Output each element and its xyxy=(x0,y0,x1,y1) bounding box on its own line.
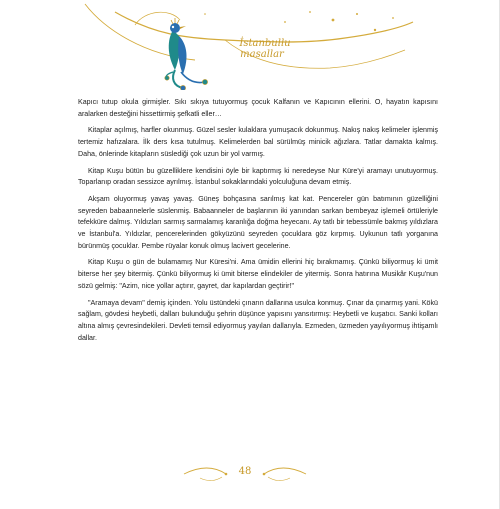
peacock-icon xyxy=(165,18,208,90)
paragraph: Kitaplar açılmış, harfler okunmuş. Güzel sesler kulaklara yumuşacık dokunmuş. Nakış nakış kelimeler işlenmiş tertemiz hafızalara. İlk ders kısa tutulmuş. Kelimelerden bal sürülmüş minicik ağızlara. Tatlar damakta kalmış. Daha, önlerinde kitapların süslediği çok uzun bir yol varmış. xyxy=(78,126,438,158)
paragraph: Akşam oluyormuş yavaş yavaş. Güneş bohçasına sarılmış kat kat. Pencereler gün batımının güzelliğini seyreden babaannelerle süslenmiş. Babaanneler de başlarının iki yanından sarkan bembeyaz işlemeli örtüleriyle tefekküre dalmış. Yıldızları sarmış sarmalamış karanlığa doğma heyecanı. Ay tatlı bir tebessümle bakmış yıldızlara ve İstanbul'a. Yıldızlar, pencerelerinden gökyüzünü seyreden çocuklara göz kırpmış. Uykunun tatlı yorganına bürünmüş çocuklar. Pembe rüyalar konuk olmuş lacivert gecelerine. xyxy=(78,194,438,250)
series-logo-line1: İstanbullu xyxy=(239,38,291,49)
paragraph: Kapıcı tutup okula girmişler. Sıkı sıkıya tutuyormuş çocuk Kalfanın ve Kapıcının ellerini. O, hayatın kapısını aralarken desteğini hissettirmiş şefkatli eller… xyxy=(78,98,438,118)
page-number: 48 xyxy=(238,466,252,477)
paragraph: "Aramaya devam" demiş içinden. Yolu üstündeki çınarın dallarına usulca konmuş. Çınar da çınarmış yani. Kökü sağlam, gövdesi heybetli, dalları bulunduğu şehrin düşünce yapısını yansıtırmış: Heybetli ve kuşatıcı. Sanki kolları altına almış çevresindekileri. Devleti temsil ediyormuş yayılan dallarıyla. Ezmeden, üzmeden yayılıyormuş ihtişamlı dallar. xyxy=(78,298,438,342)
story-text xyxy=(78,97,438,349)
series-logo-line2: masallar xyxy=(240,49,284,60)
series-logo xyxy=(220,38,310,60)
paragraph: Kitap Kuşu bütün bu güzelliklere kendisini öyle bir kaptırmış ki neredeyse Nur Küre'yi aramayı unutuyormuş. Toparlanıp oradan sessizce ayrılmış. İstanbul sokaklarındaki yolculuğuna devam etmiş. xyxy=(78,166,438,187)
paragraph: Kitap Kuşu o gün de bulamamış Nur Küresi'ni. Ama ümidin ellerini hiç bırakmamış. Çünkü biliyormuş ki ümit biterse her şey bitermiş. Çünkü biliyormuş ki ümit biterse elindekiler de yitermiş. Sonra hatırına Musikâr Kuşu'nun sözü gelmiş: "Azim, nice yollar açtırır, gayret, dar kapılardan geçtirir!" xyxy=(78,258,438,290)
